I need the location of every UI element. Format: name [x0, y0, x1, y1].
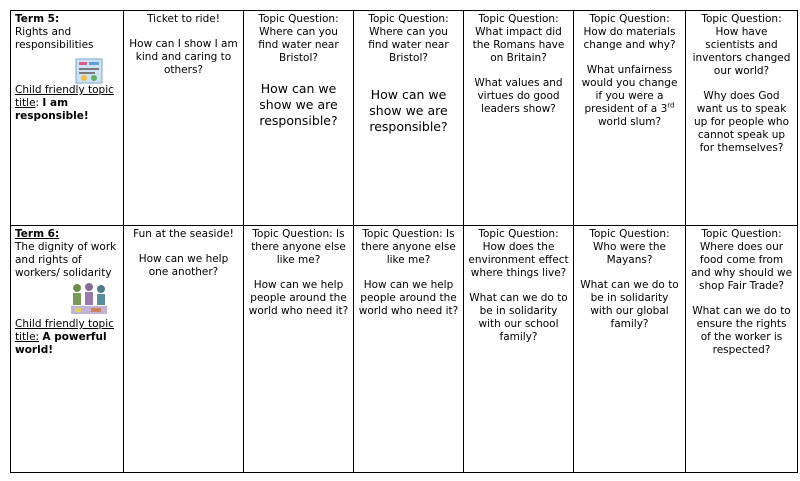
topic-question: Topic Question: Who were the Mayans?	[589, 228, 670, 266]
cell-question: How can we help people around the world who need it?	[358, 279, 459, 317]
topic-question: Topic Question: Where can you find water near Bristol?	[258, 13, 339, 64]
cell-question: What unfairness would you change if you were a president of a 3rd world slum?	[581, 64, 678, 128]
topic-question: Topic Question: Where can you find water near Bristol?	[368, 13, 449, 64]
cell-question: How can we help people around the world who need it?	[248, 279, 349, 317]
cell-question: What can we do to be in solidarity with our global family?	[580, 279, 679, 330]
cell-question: How can we show we are responsible?	[369, 87, 448, 134]
topic-question: Topic Question: Where does our food come from and why should we shop Fair Trade?	[690, 228, 793, 292]
term-6-col-3	[354, 226, 464, 473]
cell-question: What can we do to ensure the rights of the worker is respected?	[692, 305, 791, 356]
term-5-col-5	[574, 11, 686, 226]
cell-question: How can we help one another?	[138, 253, 229, 278]
term-6-row	[11, 226, 798, 473]
child-friendly-label: Child friendly topic title	[15, 84, 114, 109]
term-6-col-1	[124, 226, 244, 473]
term-5-col-2	[244, 11, 354, 226]
cell-title: Ticket to ride!	[147, 13, 220, 25]
cell-question: How can I show I am kind and caring to others?	[129, 38, 238, 76]
topic-question: Topic Question: How does the environment effect where things live?	[468, 228, 569, 279]
term-6-col-5	[574, 226, 686, 473]
cell-title: Fun at the seaside!	[133, 228, 234, 240]
cell-question: Why does God want us to speak up for people who cannot speak up for themselves?	[693, 90, 790, 154]
term-6-col-6	[686, 226, 798, 473]
term-5-cell: Term 5: Rights and responsibilities Child friendly topic title: I am responsible!	[11, 11, 124, 226]
term-heading: Term 6:	[15, 228, 60, 240]
term-6-col-2	[244, 226, 354, 473]
topic-grid	[10, 10, 798, 473]
term-5-col-6	[686, 11, 798, 226]
term-theme: The dignity of work and rights of workers/ solidarity	[15, 241, 117, 279]
topic-question: Topic Question: How do materials change and why?	[583, 13, 676, 51]
child-friendly-title: I am responsible!	[15, 97, 89, 122]
topic-question: Topic Question: How have scientists and inventors changed our world?	[692, 13, 791, 77]
term-6-col-4	[464, 226, 574, 473]
workers-illustration-icon	[67, 282, 111, 316]
topic-question: Topic Question: What impact did the Romans have on Britain?	[472, 13, 565, 64]
topic-question: Topic Question: Is there anyone else like me?	[361, 228, 456, 266]
term-5-col-3	[354, 11, 464, 226]
term-5-col-4	[464, 11, 574, 226]
poster-thumbnail-icon	[75, 58, 103, 84]
cell-question: What can we do to be in solidarity with our school family?	[469, 292, 568, 343]
child-friendly-label: Child friendly topic title	[15, 318, 114, 343]
child-friendly-title: A powerful world!	[15, 331, 107, 356]
term-5-col-1	[124, 11, 244, 226]
topic-question: Topic Question: Is there anyone else like me?	[251, 228, 346, 266]
term-heading: Term 5:	[15, 13, 60, 25]
term-5-row	[11, 11, 798, 226]
cell-question: How can we show we are responsible?	[259, 81, 338, 128]
cell-question: What values and virtues do good leaders show?	[474, 77, 563, 115]
term-theme: Rights and responsibilities	[15, 26, 94, 51]
term-6-cell: Term 6: The dignity of work and rights of workers/ solidarity Child friendly topic title: A powerful world!	[11, 226, 124, 473]
